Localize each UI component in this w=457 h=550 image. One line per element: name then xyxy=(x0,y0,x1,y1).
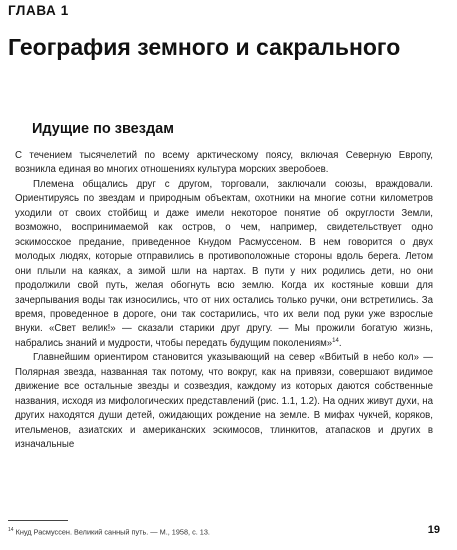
chapter-label: ГЛАВА 1 xyxy=(8,3,69,18)
paragraph-1: С течением тысячелетий по всему арктическому поясу, включая Северную Европу, возникла единая во многих отношениях культура морских зверобоев. xyxy=(15,150,433,176)
footnote-text: Кнуд Расмуссен. Великий санный путь. — М., 1958, с. 13. xyxy=(15,527,210,537)
footnote-marker: 14 xyxy=(332,337,339,344)
body-text xyxy=(15,149,433,453)
page-number: 19 xyxy=(427,524,440,536)
footnote-number: 14 xyxy=(8,527,14,533)
paragraph-2-text: Племена общались друг с другом, торговали, заключали союзы, враждовали. Ориентируясь по звездам и природным объектам, охотники на многие сотни километров уходили от своих стойбищ и даже имели некоторое понятие об округлости Земли, возможно, воспринимаемой как остров, о чем, например, свидетельствует одно эскимосское предание, приведенное Кнудом Расмуссеном. В нем говорится о двух молодых людях, которые отправились в противоположные стороны вдоль берега. Летом они плыли на каяках, а зимой шли на нартах. В пути у них родились дети, но они продолжили свой путь, желая обогнуть всю землю. Когда их костяные ковши для зачерпывания воды так износились, что от них остались только ручки, они встретились. За время, проведенное в дороге, они так состарились, что их вели под руки уже взрослые внуки. «Свет велик!» — сказали старики друг другу. — Мы прожили богатую жизнь, набрались знаний и мудрости, чтобы передать будущим поколениям» xyxy=(15,178,433,349)
section-heading: Идущие по звездам xyxy=(32,121,174,137)
paragraph-3: Главнейшим ориентиром становится указывающий на север «Вбитый в небо кол» — Полярная звезда, названная так потому, что вокруг, как на привязи, совершают видимое движение все остальные звезды и созвездия, каждому из которых даются собственные названия, исходя из мифологических представлений (рис. 1.1, 1.2). На одних живут духи, на других находятся души детей, ожидающих рождение на земле. В мифах чукчей, коряков, ительменов, азиатских и американских эскимосов, тлинкитов, атапасков и других в изначальные xyxy=(15,352,433,451)
paragraph-2: Племена общались друг с другом, торговали, заключали союзы, враждовали. Ориентируясь по звездам и природным объектам, охотники на многие сотни километров уходили от своих стойбищ и даже имели некоторое понятие об округлости Земли, возможно, воспринимаемой как остров, о чем, например, свидетельствует одно эскимосское предание, приведенное Кнудом Расмуссеном. В нем говорится о двух молодых людях, которые отправились в противоположные стороны вдоль берега. Летом они плыли на каяках, а зимой шли на нартах. В пути у них родились дети, но они продолжили свой путь, желая обогнуть всю землю. Когда их костяные ковши для зачерпывания воды так износились, что от них остались только ручки, они встретились. За время, проведенное в дороге, они так состарились, что их вели под руки уже взрослые внуки. «Свет велик!» — сказали старики друг другу. — Мы прожили богатую жизнь, набрались знаний и мудрости, чтобы передать будущим поколениям»$^{14}$. xyxy=(15,178,433,349)
footnote xyxy=(8,527,210,536)
footnote-divider xyxy=(8,520,68,521)
page-title: География земного и сакрального xyxy=(8,34,401,60)
